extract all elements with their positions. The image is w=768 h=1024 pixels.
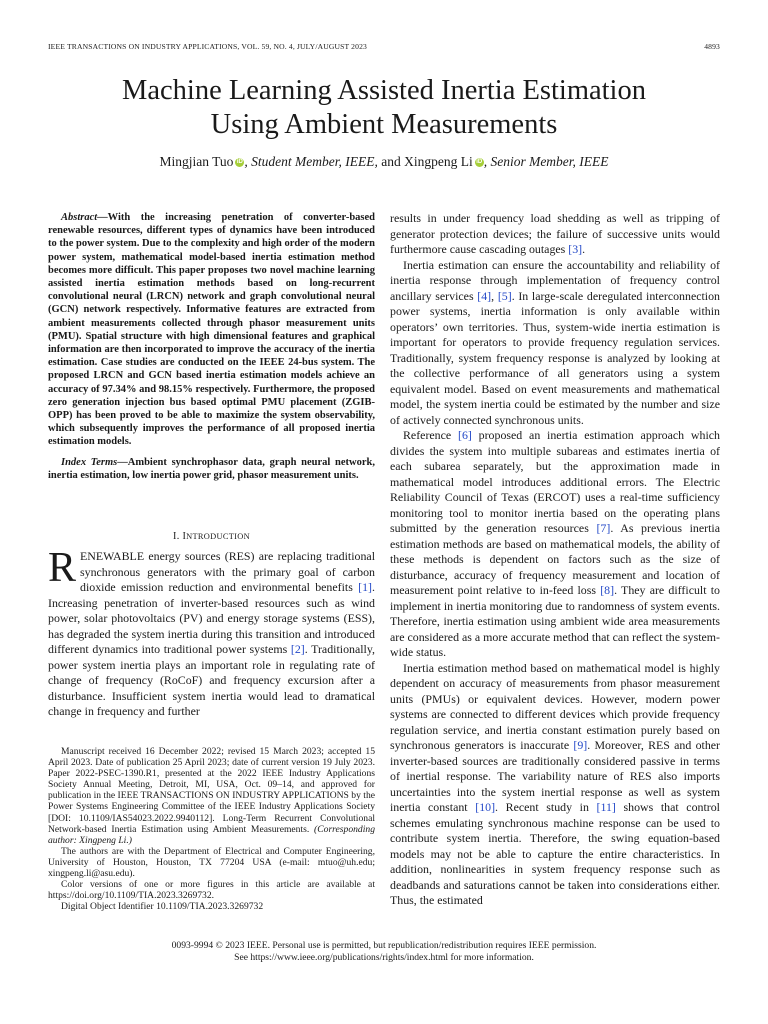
citation-link[interactable]: [11] [596,800,616,814]
footnotes [48,746,375,912]
abstract [48,211,375,449]
body-text: proposed an inertia estimation approach which divides the system into multiple subareas and estimates inertia of each subarea separately, but the approximation made in mathematical model introduces additional errors. The Electric Reliability Council of Texas (ERCOT) uses a real-time sufficiency monitoring tool to monitor inertia based on the operating plans submitted by the generation resources [390,428,720,535]
drop-cap: R [48,545,77,591]
orcid-icon[interactable]: iD [236,159,243,165]
title-line-2: Using Ambient Measurements [210,109,558,140]
intro-text-part: . Increasing penetration of inverter-based resources such as wind power, solar photovoltaics (PV) and energy storage systems (ESS), has degraded the system inertia during this transition and introduced different dynamics into traditional power systems [48,580,375,656]
citation-link[interactable]: [9] [573,738,588,752]
body-text: results in under frequency load shedding as well as tripping of generator protection devices; the failure of successive units would furthermore cause cascading outages [390,211,720,256]
corresponding-author: (Corresponding author: Xingpeng Li.) [48,823,375,846]
body-paragraph [390,428,720,661]
citation-link[interactable]: [8] [600,583,615,597]
citation-link[interactable]: [7] [596,521,611,535]
author-2-role: , Senior Member, IEEE [483,154,609,169]
abstract-text: —With the increasing penetration of converter-based renewable resources, different types of dynamics have been introduced to the power system. Due to the complexity and high order of the modern power system, mathematical model-based inertia estimation method becomes more difficult. This paper proposes two novel machine learning assisted inertia estimation methods based on long-recurrent convolutional neural (LRCN) network and graph convolutional neural (GCN) network respectively. Informative features are extracted from ambient measurements collected through phasor measurement units (PMU). Spatial structure with high dimensional features and graphical information are then incorporated to improve the accuracy of the inertia estimation. Case studies are conducted on the IEEE 24-bus system. The proposed LRCN and GCN based inertia estimation models achieve an accuracy of 97.34% and 98.15% respectively. Furthermore, the proposed zero generation injection bus based optimal PMU placement (ZGIB-OPP) has been proved to be able to maximize the system observability, which subsequently improves the performance of all proposed inertia estimation models. [48,212,375,448]
author-line [48,153,720,171]
copyright-notice [48,940,720,963]
right-column [390,211,720,909]
intro-paragraph [48,545,375,720]
author-connector: and [377,154,405,169]
body-text: . As previous inertia estimation methods are based on mathematical models, the ability of these methods is dependent on factors such as the size of disturbance, accuracy of frequency measurement and location of measurement point relative to in-feed loss [390,521,720,597]
body-text: , [491,288,498,303]
author-1-name: Mingjian Tuo [159,154,234,169]
author-2-name: Xingpeng Li [404,154,473,169]
index-terms-text: —Ambient synchrophasor data, graph neural network, inertia estimation, low inertia power grid, phasor measurement units. [48,456,375,481]
paper-title [48,74,720,142]
intro-text-part: ENEWABLE energy sources (RES) are replacing traditional synchronous generators with the primary goal of carbon dioxide emission reduction and environmental benefits [80,549,375,594]
footnote-manuscript-text: Manuscript received 16 December 2022; revised 15 March 2023; accepted 15 April 2023. Date of publication 25 April 2023; date of current version 19 July 2023. Paper 2022-PSEC-1390.R1, presented at the 2022 IEEE Industry Applications Society Annual Meeting, Detroit, MI, USA, Oct. 09–14, and approved for publication in the IEEE TRANSACTIONS ON INDUSTRY APPLICATIONS by the Power Systems Engineering Committee of the IEEE Industry Applications Society [DOI: 10.1109/IAS54023.2022.9940112]. Long-Term Recurrent Convolutional Network-based Inertia Estimation using Ambient Measurements. [48,746,375,835]
footnote-doi: Digital Object Identifier 10.1109/TIA.2023.3269732 [61,901,264,913]
copyright-line-2: See https://www.ieee.org/publications/rights/index.html for more information. [234,951,534,963]
page-number: 4893 [704,42,720,51]
intro-text-part: . Traditionally, power system inertia plays an important role in regulating rate of change of frequency (RoCoF) and frequency excursion after a disturbance. Insufficient system inertia would lead to dramatical change in frequency and further [48,642,375,718]
section-title-initial: I [182,531,187,542]
copyright-line-1: 0093-9994 © 2023 IEEE. Personal use is permitted, but republication/redistribution requires IEEE permission. [171,940,597,951]
footnote-manuscript [48,746,375,846]
body-paragraph [390,661,720,909]
author-1-role: , Student Member, IEEE, [244,154,378,169]
running-head [48,42,720,54]
index-terms-lead: Index Terms [61,456,118,468]
abstract-lead: Abstract [61,212,98,223]
section-number: I. [173,531,180,542]
body-text: . [582,242,586,256]
citation-link[interactable]: [4] [477,288,492,303]
citation-link[interactable]: [3] [568,242,583,256]
body-paragraph [390,211,720,258]
body-text: shows that control schemes emulating synchronous machine response can be used to contribute system inertia. Therefore, the swing equation-based models may not be able to capture the entire characteristics. In addition, nonlinearities in system frequency response such as deadbands and saturations cannot be taken into considerations either. Thus, the estimated [390,800,720,907]
body-paragraph [390,258,720,429]
citation-link[interactable]: [10] [475,800,496,814]
index-terms [48,456,375,482]
body-text: . Recent study in [495,800,597,814]
body-text: . Moreover, RES and other inverter-based sources are traditionally considered passive in terms of inertial response. The variability nature of RES also imports uncertainties into the system inertial response as well as system inertia constant [390,738,721,814]
citation-link[interactable]: [6] [457,428,472,442]
body-text: Inertia estimation method based on mathematical model is highly dependent on accuracy of measurements from phasor measurement units (PMUs) or equivalent devices. However, modern power systems are connected to different devices which provide frequency regulation service, and inertia constant estimation purely based on synchronous generators is inaccurate [390,660,720,752]
body-text: . They are difficult to implement in inertia monitoring due to randomness of system events. Therefore, inertia estimation using ambient wide area measurements are considered as a more accurate method that can reflect the system-wide status. [390,583,720,659]
orcid-icon[interactable]: iD [476,159,483,165]
body-text: Inertia estimation can ensure the accountability and reliability of inertia response through implementation of frequency control ancillary services [390,257,720,303]
body-text: . In large-scale deregulated interconnection power systems, inertia information is only available within operators’ own territories. Thus, system-wide inertia estimation is important for operators to provide frequency regulation services. Traditionally, system frequency response is analyzed by looking at the collective performance of all generators using a system equivalent model. Based on event measurements and mathematical model, the system inertia could be estimated by the number and size of actively connected synchronous units. [390,288,720,427]
citation-link[interactable]: [2] [290,642,305,656]
intro-text [48,545,375,720]
left-column-top [48,211,375,482]
section-heading [48,531,375,542]
section-title-rest: NTRODUCTION [186,532,250,541]
title-line-1: Machine Learning Assisted Inertia Estimation [122,75,646,106]
citation-link[interactable]: [1] [358,580,373,594]
footnote-color-versions: Color versions of one or more figures in this article are available at https://doi.org/10.1109/TIA.2023.3269732. [48,879,375,902]
journal-header: IEEE TRANSACTIONS ON INDUSTRY APPLICATIONS, VOL. 59, NO. 4, JULY/AUGUST 2023 [48,42,367,51]
body-text: Reference [403,428,458,442]
citation-link[interactable]: [5] [497,288,512,303]
footnote-affiliation: The authors are with the Department of Electrical and Computer Engineering, University of Houston, Houston, TX 77204 USA (e-mail: mtuo@uh.edu; xingpeng.li@asu.edu). [48,845,375,880]
